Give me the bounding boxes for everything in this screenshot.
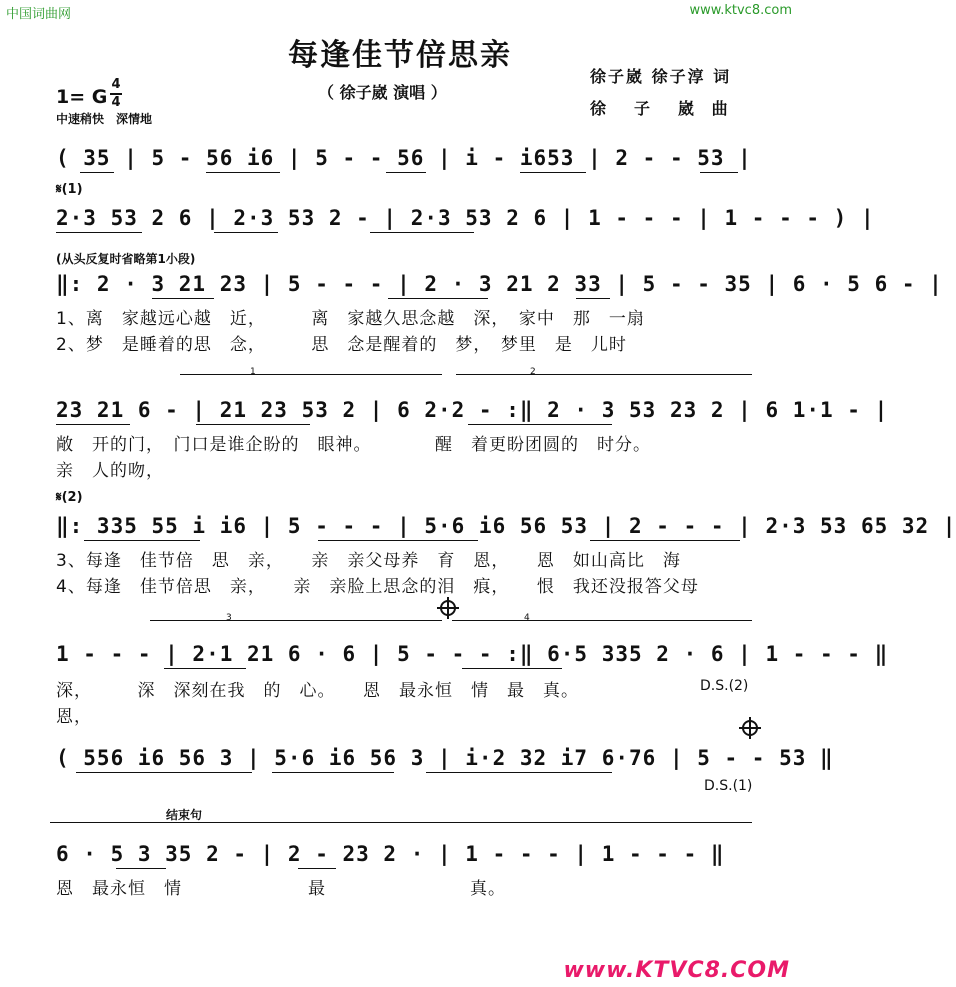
- lyric-line-7: 深， 深 深刻在我 的 心。 恩 最永恒 情 最 真。: [56, 681, 579, 701]
- notation-row-4: 23 21 6 - | 21 23 53 2 | 6 2·2 - :‖ 2 · 3 53 23 2 | 6 1·1 - |: [56, 398, 889, 422]
- underline: [164, 668, 246, 669]
- underline: [462, 668, 562, 669]
- notation-row-2: 2·3 53 2 6 | 2·3 53 2 - | 2·3 53 2 6 | 1 - - - | 1 - - - ) |: [56, 206, 875, 230]
- underline: [388, 298, 488, 299]
- volta-bracket-4: [452, 620, 752, 621]
- volta-number-1: 1: [250, 367, 256, 377]
- underline: [80, 172, 114, 173]
- lyric-line-3: 敞 开的门， 门口是谁企盼的 眼神。 醒 着更盼团圆的 时分。: [56, 435, 651, 455]
- underline: [576, 298, 610, 299]
- lyric-line-4: 亲 人的吻，: [56, 461, 164, 481]
- volta-number-3: 3: [226, 613, 232, 623]
- lyricist-credit: 徐子崴 徐子淳 词: [590, 67, 732, 86]
- segno-mark-1: 𝄋(1): [56, 182, 83, 197]
- underline: [700, 172, 738, 173]
- lyric-line-5: 3、每逢 佳节倍 思 亲， 亲 亲父母养 育 恩， 恩 如山高比 海: [56, 551, 681, 571]
- underline: [426, 772, 612, 773]
- underline: [386, 172, 426, 173]
- underline: [370, 232, 474, 233]
- lyric-line-1: 1、离 家越远心越 近， 离 家越久思念越 深， 家中 那 一扇: [56, 309, 645, 329]
- notation-row-1: ( 35 | 5 - 56 i6 | 5 - - 56 | i - i653 | 2 - - 53 |: [56, 146, 752, 170]
- time-sig-bottom: 4: [111, 95, 121, 110]
- tempo-marking: 中速稍快 深情地: [56, 112, 153, 126]
- underline: [76, 772, 252, 773]
- lyric-line-6: 4、每逢 佳节倍思 亲， 亲 亲脸上思念的泪 痕， 恨 我还没报答父母: [56, 577, 699, 597]
- underline: [520, 172, 586, 173]
- notation-row-3: ‖: 2 · 3 21 23 | 5 - - - | 2 · 3 21 2 33 | 5 - - 35 | 6 · 5 6 - |: [56, 272, 943, 296]
- notation-row-5: ‖: 335 55 i i6 | 5 - - - | 5·6 i6 56 53 | 2 - - - | 2·3 53 65 32 |: [56, 514, 956, 538]
- volta-bracket-2: [456, 374, 752, 375]
- ending-bracket: [50, 822, 752, 823]
- time-signature: [110, 78, 122, 110]
- notation-row-7: ( 556 i6 56 3 | 5·6 i6 56 3 | i·2 32 i7 6·76 | 5 - - 53 ‖: [56, 746, 834, 770]
- key-signature: 1= G: [56, 86, 108, 108]
- song-title: 每逢佳节倍思亲: [288, 38, 512, 73]
- underline: [196, 424, 310, 425]
- volta-bracket-1: [180, 374, 442, 375]
- underline: [56, 424, 130, 425]
- underline: [214, 232, 278, 233]
- notation-row-8: 6 · 5 3 35 2 - | 2 - 23 2 · | 1 - - - | 1 - - - ‖: [56, 842, 725, 866]
- underline: [206, 172, 280, 173]
- site-url-right: www.ktvc8.com: [689, 3, 792, 18]
- ending-label: 结束句: [166, 808, 203, 822]
- singer-credit: （ 徐子崴 演唱 ）: [318, 83, 447, 102]
- composer-credit: 徐 子 崴 曲: [590, 99, 734, 118]
- underline: [298, 868, 336, 869]
- time-sig-top: 4: [111, 77, 121, 92]
- volta-bracket-3: [150, 620, 442, 621]
- lyric-line-8: 恩，: [56, 707, 92, 727]
- watermark-logo: www.KTVC8.COM: [563, 958, 790, 983]
- coda-icon: [742, 720, 758, 736]
- underline: [56, 232, 142, 233]
- ds-2-mark: D.S.(2): [700, 678, 749, 694]
- underline: [468, 424, 612, 425]
- volta-number-2: 2: [530, 367, 536, 377]
- site-name-left: 中国词曲网: [6, 7, 72, 22]
- segno-mark-2: 𝄋(2): [56, 490, 83, 505]
- underline: [590, 540, 740, 541]
- underline: [84, 540, 200, 541]
- underline: [318, 540, 478, 541]
- lyric-line-2: 2、梦 是睡着的思 念， 思 念是醒着的 梦， 梦里 是 儿时: [56, 335, 627, 355]
- underline: [152, 298, 214, 299]
- volta-number-4: 4: [524, 613, 530, 623]
- coda-icon: [440, 600, 456, 616]
- lyric-line-9: 恩 最永恒 情 最 真。: [56, 879, 506, 899]
- underline: [272, 772, 394, 773]
- ds-1-mark: D.S.(1): [704, 778, 753, 794]
- repeat-note: (从头反复时省略第1小段): [56, 252, 196, 266]
- underline: [116, 868, 166, 869]
- notation-row-6: 1 - - - | 2·1 21 6 · 6 | 5 - - - :‖ 6·5 335 2 · 6 | 1 - - - ‖: [56, 642, 889, 666]
